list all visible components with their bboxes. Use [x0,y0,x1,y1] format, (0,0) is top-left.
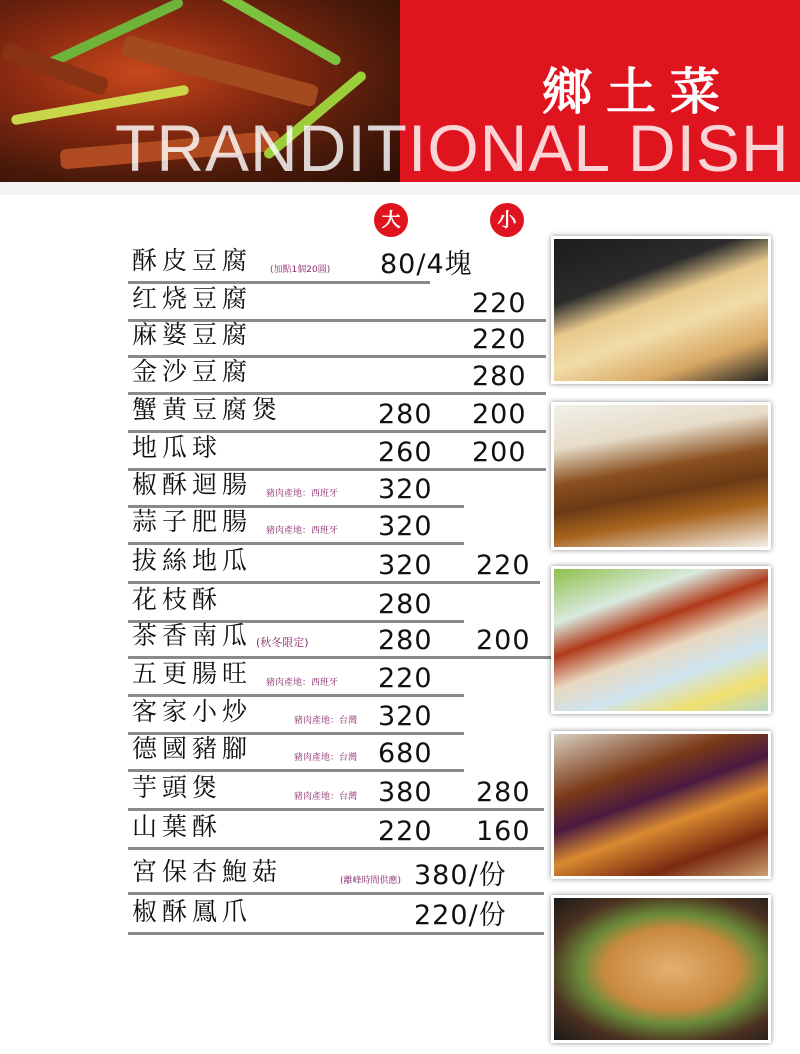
dish-photo-tofu [551,236,771,384]
dish-photo-taro-pot [551,731,771,879]
price-large: 260 [378,437,433,468]
price-large: 320 [378,511,433,542]
price-small: 280 [472,361,527,392]
price-small: 200 [472,399,527,430]
dish-name: 酥皮豆腐 [132,246,253,275]
menu-item [128,774,548,808]
dish-name: 麻婆豆腐 [132,320,253,349]
price-large: 220 [378,663,433,694]
menu-item [128,813,548,847]
dish-note: 豬肉產地：台灣 [294,716,358,726]
price-small: 200 [476,625,531,656]
price-large: 220/份 [414,900,507,931]
dish-name: 德國豬腳 [132,734,253,763]
menu-item [128,660,548,694]
dish-name: 金沙豆腐 [132,357,253,386]
menu-item [128,321,548,355]
size-large-badge: 大 [374,203,408,237]
price-large: 320 [378,474,433,505]
menu-item [128,898,548,932]
price-large: 280 [378,589,433,620]
price-large: 80/4塊 [380,249,473,280]
menu-item [128,434,548,468]
price-small: 200 [472,437,527,468]
price-large: 320 [378,701,433,732]
dish-name: 椒酥迴腸 [132,470,253,499]
dish-note: 豬肉產地：西班牙 [266,678,339,688]
menu-item [128,858,548,892]
price-small: 220 [472,288,527,319]
menu-item [128,358,548,392]
price-small: 160 [476,816,531,847]
dish-photo-salad [551,566,771,714]
menu-item [128,285,548,319]
header-banner [0,0,800,195]
page-subtitle: TRANDITIONAL DISH [115,111,790,185]
dish-name: 五更腸旺 [132,659,253,688]
menu-item [128,586,548,620]
dish-photo-intestine [551,402,771,550]
dish-name: 客家小炒 [132,697,253,726]
price-large: 280 [378,399,433,430]
menu-item [128,622,548,656]
dish-name: 茶香南瓜 [132,621,253,650]
dish-name: 拔絲地瓜 [132,546,253,575]
dish-note: (加點1個20圓) [270,265,331,275]
row-divider [128,847,544,850]
dish-note: 豬肉產地：西班牙 [266,526,339,536]
price-large: 380 [378,777,433,808]
price-large: 320 [378,550,433,581]
price-large: 380/份 [414,860,507,891]
dish-name: 宮保杏鮑菇 [132,857,283,886]
page-title: 鄉土菜 [542,62,734,121]
menu-item [128,698,548,732]
dish-name: 椒酥鳳爪 [132,897,253,926]
dish-note: (離峰時間供應) [340,876,402,886]
price-large: 220 [378,816,433,847]
dish-name: 红烧豆腐 [132,284,253,313]
menu-item [128,471,548,505]
menu-item [128,735,548,769]
dish-note: 豬肉產地：台灣 [294,792,358,802]
size-small-badge: 小 [490,203,524,237]
dish-name: 蟹黄豆腐煲 [132,395,283,424]
dish-name: 山葉酥 [132,812,223,841]
dish-name: 芋頭煲 [132,773,223,802]
dish-name: 花枝酥 [132,585,223,614]
dish-note: (秋冬限定) [256,636,309,649]
menu-item [128,547,548,581]
price-small: 280 [476,777,531,808]
menu-item [128,247,548,281]
price-small: 220 [472,324,527,355]
dish-note: 豬肉產地：台灣 [294,753,358,763]
price-large: 680 [378,738,433,769]
dish-name: 蒜子肥腸 [132,507,253,536]
price-large: 280 [378,625,433,656]
dish-note: 豬肉產地：西班牙 [266,489,339,499]
menu-item [128,508,548,542]
dish-name: 地瓜球 [132,433,223,462]
price-small: 220 [476,550,531,581]
menu-item [128,396,548,430]
row-divider [128,932,544,935]
dish-photo-chicken-feet [551,895,771,1043]
